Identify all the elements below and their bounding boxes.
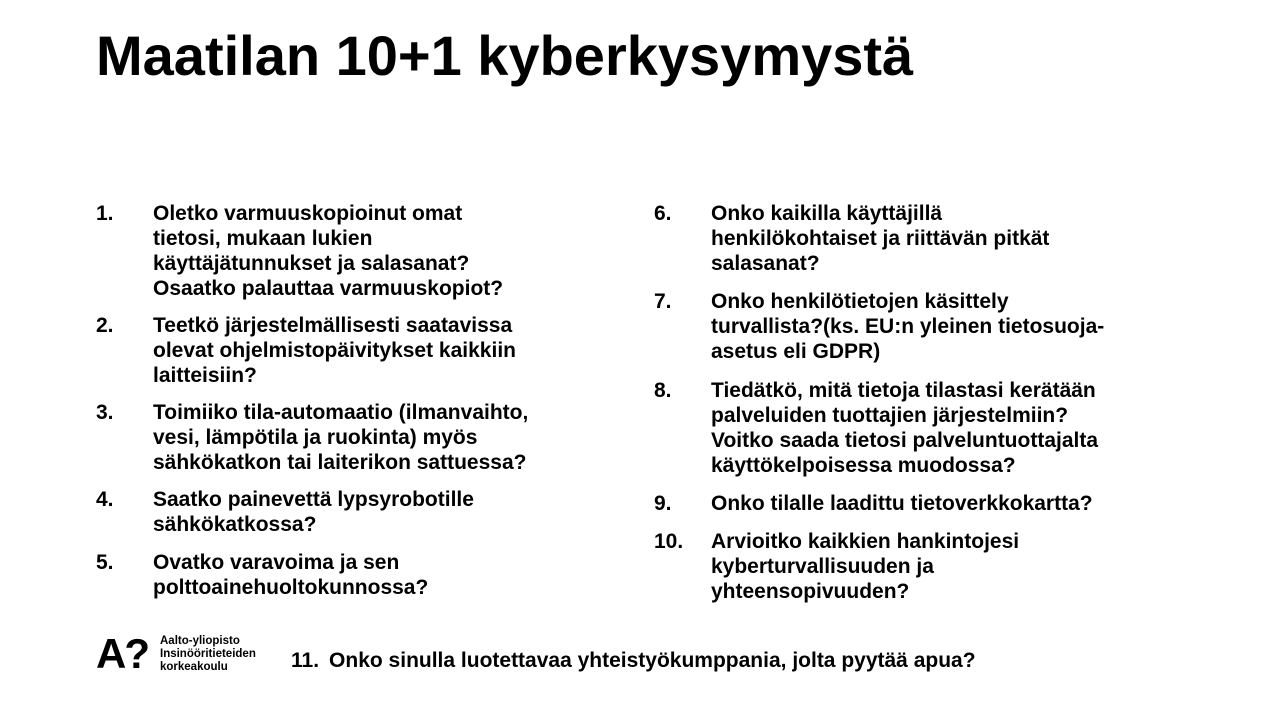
question-item (654, 378, 1214, 478)
question-number: 1. (96, 202, 114, 225)
logo-mark: A? (96, 630, 148, 677)
question-line: laitteisiin? (153, 364, 257, 387)
question-number: 7. (654, 290, 672, 313)
question-text (153, 550, 626, 600)
question-line: käyttökelpoisessa muodossa? (711, 454, 1016, 477)
question-item (654, 529, 1214, 604)
question-line: Tiedätkö, mitä tietoja tilastasi kerätään (711, 379, 1096, 402)
question-item (654, 201, 1214, 276)
question-item (96, 400, 626, 475)
question-item (654, 491, 1214, 516)
aalto-logo (96, 630, 256, 677)
logo-line: Aalto-yliopisto (160, 634, 240, 647)
question-line: turvallista?(ks. EU:n yleinen tietosuoja- (711, 315, 1105, 338)
question-line: yhteensopivuuden? (711, 580, 910, 603)
question-text (711, 201, 1214, 276)
question-line: Onko kaikilla käyttäjillä (711, 202, 943, 225)
question-line: asetus eli GDPR) (711, 340, 881, 363)
question-line: sähkökatkon tai laiterikon sattuessa? (153, 451, 527, 474)
question-line: Ovatko varavoima ja sen (153, 551, 400, 574)
question-line: salasanat? (711, 252, 820, 275)
question-text (153, 487, 626, 537)
question-line: henkilökohtaiset ja riittävän pitkät (711, 227, 1050, 250)
question-line: Arvioitko kaikkien hankintojesi (711, 530, 1020, 553)
question-text (711, 491, 1214, 516)
question-number: 3. (96, 401, 114, 424)
question-line: tietosi, mukaan lukien (153, 227, 373, 250)
question-line: olevat ohjelmistopäivitykset kaikkiin (153, 339, 516, 362)
question-number: 10. (654, 530, 684, 553)
question-number: 9. (654, 492, 672, 515)
slide-title: Maatilan 10+1 kyberkysymystä (96, 24, 914, 87)
question-number: 11. (291, 649, 320, 672)
question-line: Osaatko palauttaa varmuuskopiot? (153, 277, 504, 300)
question-text (153, 313, 626, 388)
question-text (153, 400, 626, 475)
question-number: 8. (654, 379, 672, 402)
logo-line: korkeakoulu (160, 660, 228, 673)
question-line: Onko henkilötietojen käsittely (711, 290, 1009, 313)
question-number: 2. (96, 314, 114, 337)
question-11 (291, 648, 976, 673)
question-text (711, 378, 1214, 478)
question-line: Saatko painevettä lypsyrobotille (153, 488, 474, 511)
question-line: vesi, lämpötila ja ruokinta) myös (153, 426, 478, 449)
question-text (711, 289, 1214, 364)
question-item (96, 313, 626, 388)
question-item (96, 487, 626, 537)
question-item (96, 550, 626, 600)
question-line: Toimiiko tila-automaatio (ilmanvaihto, (153, 401, 529, 424)
question-line: Voitko saada tietosi palveluntuottajalta (711, 429, 1099, 452)
question-text (711, 529, 1214, 604)
question-item (96, 201, 626, 301)
question-line: palveluiden tuottajien järjestelmiin? (711, 404, 1069, 427)
question-number: 5. (96, 551, 114, 574)
question-line: sähkökatkossa? (153, 513, 317, 536)
question-line: Onko tilalle laadittu tietoverkkokartta? (711, 492, 1093, 515)
questions-left-column (96, 201, 626, 600)
question-line: käyttäjätunnukset ja salasanat? (153, 252, 470, 275)
logo-line: Insinööritieteiden (160, 647, 256, 660)
question-text (153, 201, 626, 301)
question-item (654, 289, 1214, 364)
logo-text (160, 635, 256, 674)
question-line: kyberturvallisuuden ja (711, 555, 934, 578)
questions-right-column (654, 201, 1214, 604)
question-text: Onko sinulla luotettavaa yhteistyökumppania, jolta pyytää apua? (329, 649, 976, 672)
question-number: 6. (654, 202, 672, 225)
question-line: polttoainehuoltokunnossa? (153, 576, 429, 599)
question-number: 4. (96, 488, 114, 511)
question-line: Teetkö järjestelmällisesti saatavissa (153, 314, 513, 337)
question-line: Oletko varmuuskopioinut omat (153, 202, 463, 225)
